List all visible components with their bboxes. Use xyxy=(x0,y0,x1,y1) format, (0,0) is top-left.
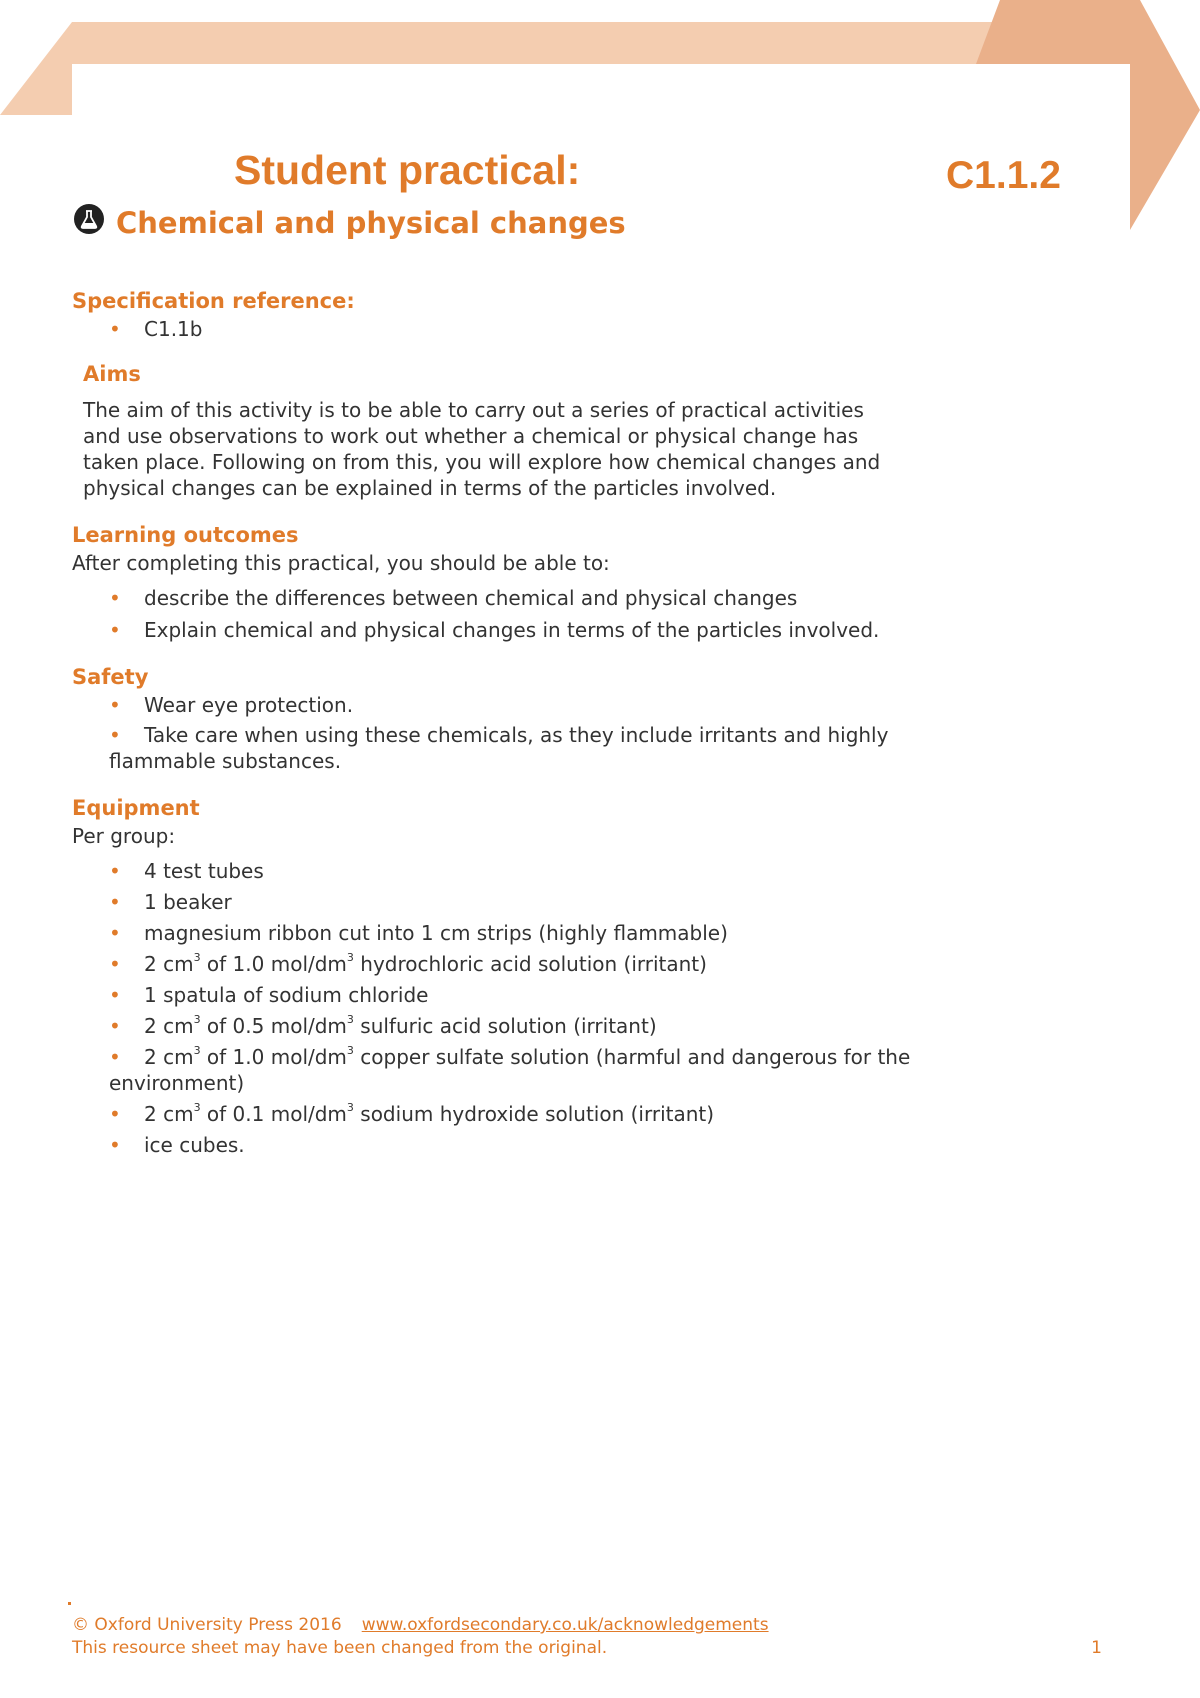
header-banner xyxy=(0,0,1200,240)
list-item: • Wear eye protection. xyxy=(72,692,912,718)
list-item xyxy=(72,951,912,977)
item-text: sulfuric acid solution (irritant) xyxy=(353,1014,657,1038)
page-number: 1 xyxy=(1091,1638,1102,1658)
list-item: • ice cubes. xyxy=(72,1132,912,1158)
list-item: • C1.1b xyxy=(72,316,912,342)
item-text: 2 cm xyxy=(144,1102,194,1126)
superscript: 3 xyxy=(346,1013,354,1027)
item-text: of 0.1 mol/dm xyxy=(200,1102,347,1126)
item-text: 2 cm xyxy=(144,1014,194,1038)
footer xyxy=(72,1614,1102,1660)
list-item: • 1 spatula of sodium chloride xyxy=(72,982,912,1008)
outcomes-heading: Learning outcomes xyxy=(72,523,299,547)
item-text: hydrochloric acid solution (irritant) xyxy=(353,952,707,976)
aims-section xyxy=(72,359,912,501)
outcomes-intro: After completing this practical, you should be able to: xyxy=(72,551,610,575)
acknowledgements-link[interactable]: www.oxfordsecondary.co.uk/acknowledgements xyxy=(361,1615,769,1635)
equipment-heading: Equipment xyxy=(72,796,200,820)
spec-section xyxy=(72,286,912,342)
list-item: • Take care when using these chemicals, as they include irritants and highly flammable substances. xyxy=(72,722,912,774)
spec-list xyxy=(72,316,912,342)
superscript: 3 xyxy=(193,1013,201,1027)
page-title: Student practical: xyxy=(234,147,581,193)
worksheet-body xyxy=(72,286,912,1158)
aims-text: The aim of this activity is to be able to carry out a series of practical activities and use observations to work out whether a chemical or physical change has taken place. Following on from this, you will explore how chemical changes and physical changes can be explained in terms of the particles involved. xyxy=(83,398,881,500)
footer-note: This resource sheet may have been changed from the original. xyxy=(72,1638,608,1658)
spec-heading: Specification reference: xyxy=(72,289,355,313)
item-text: sodium hydroxide solution (irritant) xyxy=(353,1102,715,1126)
page-subtitle xyxy=(74,205,626,240)
aims-heading: Aims xyxy=(83,362,141,386)
subtitle-text: Chemical and physical changes xyxy=(116,205,626,240)
safety-heading: Safety xyxy=(72,665,149,689)
item-text: copper sulfate solution (harmful and dangerous for the environment) xyxy=(109,1045,911,1095)
list-item xyxy=(72,1101,912,1127)
item-text: of 1.0 mol/dm xyxy=(200,1045,347,1069)
superscript: 3 xyxy=(346,951,354,965)
footer-line-1 xyxy=(72,1614,1102,1637)
item-text: of 0.5 mol/dm xyxy=(200,1014,347,1038)
equipment-list xyxy=(72,858,912,1158)
list-item: • magnesium ribbon cut into 1 cm strips (highly flammable) xyxy=(72,920,912,946)
resource-code: C1.1.2 xyxy=(946,154,1061,197)
outcomes-list xyxy=(72,585,912,643)
list-item: • 4 test tubes xyxy=(72,858,912,884)
item-text: of 1.0 mol/dm xyxy=(200,952,347,976)
equipment-section xyxy=(72,793,912,1158)
safety-list xyxy=(72,692,912,774)
outcomes-section xyxy=(72,520,912,643)
item-text: 2 cm xyxy=(144,1045,194,1069)
equipment-intro: Per group: xyxy=(72,824,176,848)
superscript: 3 xyxy=(193,1044,201,1058)
superscript: 3 xyxy=(346,1044,354,1058)
item-text: 2 cm xyxy=(144,952,194,976)
list-item xyxy=(72,1044,912,1096)
list-item: • describe the differences between chemical and physical changes xyxy=(72,585,912,611)
footer-dot xyxy=(68,1602,71,1605)
superscript: 3 xyxy=(346,1101,354,1115)
list-item: • 1 beaker xyxy=(72,889,912,915)
safety-section xyxy=(72,662,912,774)
list-item xyxy=(72,1013,912,1039)
copyright-text: © Oxford University Press 2016 xyxy=(72,1615,342,1635)
superscript: 3 xyxy=(193,1101,201,1115)
superscript: 3 xyxy=(193,951,201,965)
list-item: • Explain chemical and physical changes in terms of the particles involved. xyxy=(72,617,912,643)
flask-icon xyxy=(74,204,104,234)
